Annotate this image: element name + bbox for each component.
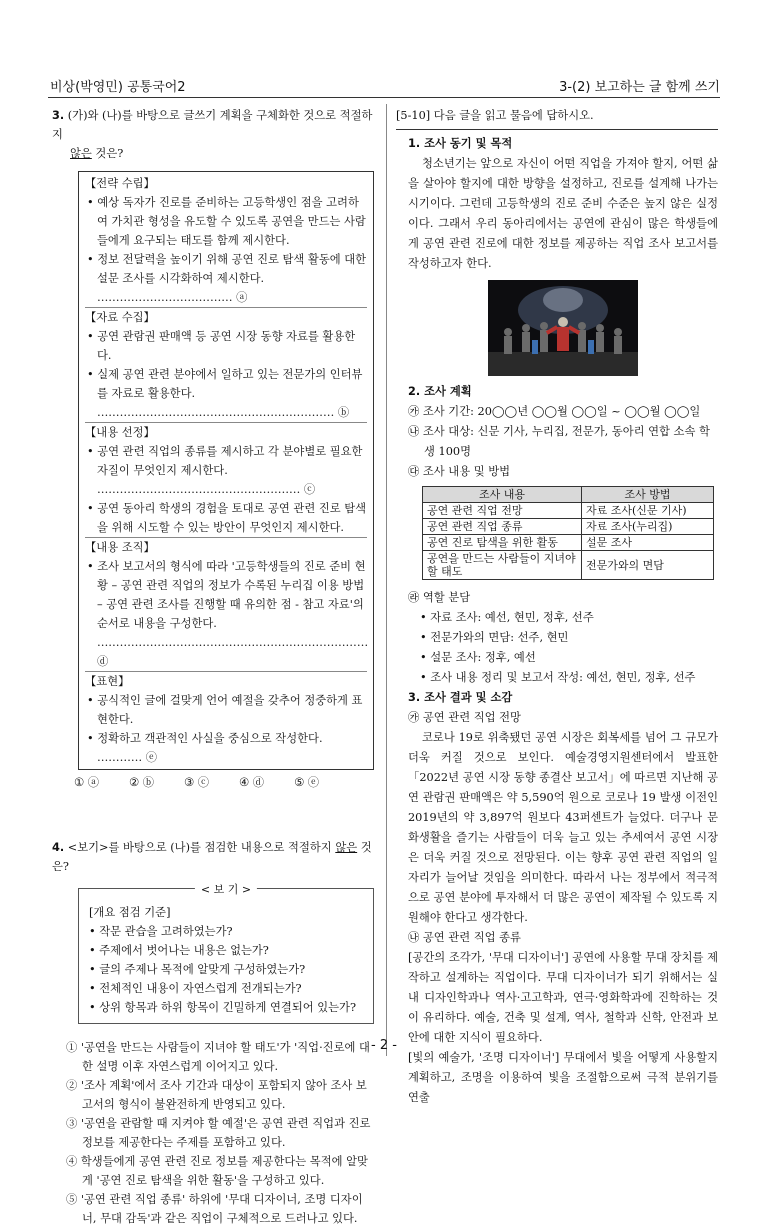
answer-option[interactable]: ④ 학생들에게 공연 관련 진로 정보를 제공한다는 목적에 알맞게 '공연 진로 탐색을 위한 활동'을 구성하고 있다. [66, 1155, 368, 1187]
subsection-title: ㉯ 공연 관련 직업 종류 [408, 931, 521, 944]
q3-choices [74, 774, 374, 792]
right-column [396, 106, 718, 1108]
passage-body [396, 134, 718, 1108]
table-cell: 설문 조사 [582, 535, 714, 551]
table-cell: 전문가와의 면담 [582, 551, 714, 580]
bogi-box [78, 883, 374, 1024]
page-number: - 2 - [371, 1038, 397, 1053]
role-item: • 자료 조사: 예선, 현민, 정후, 선주 [420, 611, 594, 624]
plan-section [85, 307, 367, 422]
role-item: • 전문가와의 면담: 선주, 현민 [420, 631, 569, 644]
plan-section [85, 671, 367, 767]
answer-choice[interactable]: ③ ⓒ [184, 776, 210, 789]
q3-stem-underline: 않은 [70, 147, 92, 160]
writing-plan-box [78, 171, 374, 770]
table-header-row [423, 487, 714, 503]
plan-bullet: • 공연 관람권 판매액 등 공연 시장 동향 자료를 활용한다. [87, 330, 356, 362]
stage-image [488, 280, 638, 376]
table-cell: 자료 조사(신문 기사) [582, 503, 714, 519]
plan-section [85, 422, 367, 537]
section-3-paragraph: [공간의 조각가, '무대 디자이너'] 공연에 사용할 무대 장치를 제작하고 설계하는 직업이다. 무대 디자이너가 되기 위해서는 실내 디자인학과나 역사·고고학과, 연극·영화학과에 진학하는 것이 유리하다. 예술, 건축 및 설계, 역사, 철학과 신학, 안전과 보안에 대한 지식이 필요하다. [408, 951, 718, 1044]
answer-option[interactable]: ③ '공연을 관람할 때 지켜야 할 예절'은 공연 관련 직업과 진로 정보를 제공한다는 주제를 포함하고 있다. [66, 1117, 371, 1149]
q4-number: 4. [52, 841, 65, 854]
section-3-paragraph: 코로나 19로 위축됐던 공연 시장은 회복세를 넘어 그 규모가 더욱 커질 것으로 보인다. 예술경영지원센터에서 발표한 「2022년 공연 시장 동향 종결산 보고서」에 따르면 지난해 공연 관람권 판매액은 약 5,590억 원으로 코로나 19 발생 이전인 2019년의 약 3,897억 원보다 43퍼센트가 늘었다. 더구나 문화생활을 즐기는 사람들이 더욱 늘고 있는 추세여서 공연 시장은 더욱 커질 것으로 전망된다. 이는 향후 공연 관련 직업의 일자리가 늘어날 것임을 의미한다. 따라서 나는 정부에서 적극적으로 공연 분야에 투자해서 더 많은 공연이 제작될 수 있도록 지원해야 한다고 생각한다. [408, 731, 718, 924]
left-column [52, 106, 374, 1228]
passage-intro: [5-10] 다음 글을 읽고 물음에 답하시오. [396, 109, 594, 122]
survey-table [422, 486, 714, 580]
plan-section [85, 174, 367, 307]
plan-bullet: • 실제 공연 관련 분야에서 일하고 있는 전문가의 인터뷰를 자료로 활용한다. ……………………………………………………… ⓑ [87, 368, 363, 419]
plan-bullet: • 조사 보고서의 형식에 따라 '고등학생들의 진로 준비 현황 – 공연 관련 직업의 정보가 수록된 누리집 이용 방법 – 공연 관련 조사를 진행할 때 유의한 점 - 참고 자료'의 순서로 내용을 구성한다. ……………………………………………………………… ⓓ [87, 560, 369, 668]
criteria-item: • 글의 주제나 목적에 알맞게 구성하였는가? [89, 963, 306, 976]
answer-choice[interactable]: ① ⓐ [74, 776, 100, 789]
section-1-title: 1. 조사 동기 및 목적 [408, 137, 513, 150]
question-4 [52, 838, 374, 1228]
criteria-item: • 주제에서 벗어나는 내용은 없는가? [89, 944, 269, 957]
answer-option[interactable]: ② '조사 계획'에서 조사 기간과 대상이 포함되지 않아 조사 보고서의 형식이 불완전하게 반영되고 있다. [66, 1079, 367, 1111]
subsection-title: ㉮ 공연 관련 직업 전망 [408, 711, 521, 724]
bogi-label: < 보 기 > [195, 881, 257, 897]
table-row [423, 503, 714, 519]
plan-item: ㉯ 조사 대상: 신문 기사, 누리집, 전문가, 동아리 연합 소속 학생 100명 [408, 425, 710, 458]
answer-option[interactable]: ⑤ '공연 관련 직업 종류' 하위에 '무대 디자이너, 조명 디자이너, 무대 감독'과 같은 직업이 구체적으로 드러나고 있다. [66, 1193, 363, 1225]
answer-option[interactable]: ① '공연을 만드는 사람들이 지녀야 할 태도'가 '직업·진로에 대한 설명 이후 자연스럽게 이어지고 있다. [66, 1041, 370, 1073]
table-cell: 공연 관련 직업 종류 [423, 519, 582, 535]
header-right: 3-(2) 보고하는 글 함께 쓰기 [559, 80, 720, 95]
criteria-title: [개요 점검 기준] [89, 906, 171, 919]
section-2-title: 2. 조사 계획 [408, 385, 472, 398]
role-title: ㉱ 역할 분담 [408, 591, 471, 604]
q4-stem-rest: 것은? [52, 841, 372, 873]
q3-number: 3. [52, 109, 65, 122]
answer-choice[interactable]: ⑤ ⓔ [294, 776, 320, 789]
answer-choice[interactable]: ④ ⓓ [239, 776, 265, 789]
section-3-paragraph: [빛의 예술가, '조명 디자이너'] 무대에서 빛을 어떻게 사용할지 계획하고, 조명을 이용하여 빛을 조절함으로써 극적 분위기를 연출 [408, 1051, 718, 1104]
plan-bullet: • 공식적인 글에 걸맞게 언어 예절을 갖추어 정중하게 표현한다. [87, 694, 363, 726]
table-header: 조사 방법 [582, 487, 714, 503]
role-item: • 설문 조사: 정후, 예선 [420, 651, 536, 664]
table-cell: 공연을 만드는 사람들이 지녀야 할 태도 [423, 551, 582, 580]
plan-bullet: • 공연 동아리 학생의 경험을 토대로 공연 관련 진로 탐색을 위해 시도할 수 있는 방안이 무엇인지 제시한다. [87, 502, 367, 534]
answer-choice[interactable]: ② ⓑ [129, 776, 155, 789]
q4-stem-underline: 않은 [335, 841, 358, 854]
plan-section-title: 【전략 수립】 [85, 177, 155, 190]
plan-section-title: 【내용 조직】 [85, 541, 155, 554]
table-header: 조사 내용 [423, 487, 582, 503]
section-3-title: 3. 조사 결과 및 소감 [408, 691, 513, 704]
q3-stem-rest: 것은? [91, 147, 124, 160]
plan-item: ㉮ 조사 기간: 20◯◯년 ◯◯월 ◯◯일 ~ ◯◯월 ◯◯일 [408, 405, 701, 418]
plan-section-title: 【내용 선정】 [85, 426, 155, 439]
role-item: • 조사 내용 정리 및 보고서 작성: 예선, 현민, 정후, 선주 [420, 671, 696, 684]
q4-stem: <보기>를 바탕으로 (나)를 점검한 내용으로 적절하지 [67, 841, 336, 854]
criteria-item: • 전체적인 내용이 자연스럽게 전개되는가? [89, 982, 302, 995]
table-cell: 자료 조사(누리집) [582, 519, 714, 535]
q4-options [52, 1038, 374, 1228]
plan-bullet: • 정보 전달력을 높이기 위해 공연 진로 탐색 활동에 대한 설문 조사를 시각화하여 제시한다. ……………………………… ⓐ [87, 253, 367, 304]
plan-bullet: • 예상 독자가 진로를 준비하는 고등학생인 점을 고려하여 가치관 형성을 유도할 수 있도록 공연을 만드는 사람들에게 요구되는 태도를 함께 제시한다. [87, 196, 366, 247]
section-1-text: 청소년기는 앞으로 자신이 어떤 직업을 가져야 할지, 어떤 삶을 살아야 할지에 대한 방향을 설정하고, 진로를 설계해 나가는 시기이다. 그런데 고등학생의 진로 준비 수준은 높지 않은 실정이다. 그래서 우리 동아리에서는 공연에 관심이 많은 학생들에게 공연 관련 진로에 대한 정보를 제공하는 직업 조사 보고서를 작성하고자 한다. [408, 157, 718, 270]
table-cell: 공연 관련 직업 전망 [423, 503, 582, 519]
header-rule [48, 97, 720, 98]
q3-stem: (가)와 (나)를 바탕으로 글쓰기 계획을 구체화한 것으로 적절하지 [52, 109, 373, 141]
performance-photo [488, 280, 638, 376]
intro-rule [396, 129, 718, 130]
plan-item: ㉰ 조사 내용 및 방법 [408, 465, 511, 478]
criteria-item: • 상위 항목과 하위 항목이 긴밀하게 연결되어 있는가? [89, 1001, 357, 1014]
criteria-item: • 작문 관습을 고려하였는가? [89, 925, 233, 938]
question-3 [52, 106, 374, 792]
plan-section-title: 【자료 수집】 [85, 311, 155, 324]
header-left: 비상(박영민) 공통국어2 [50, 80, 186, 95]
plan-section-title: 【표현】 [85, 675, 130, 688]
table-row [423, 535, 714, 551]
plan-section [85, 537, 367, 671]
table-cell: 공연 진로 탐색을 위한 활동 [423, 535, 582, 551]
table-row [423, 519, 714, 535]
plan-bullet: • 공연 관련 직업의 종류를 제시하고 각 분야별로 필요한 자질이 무엇인지 제시한다. ……………………………………………… ⓒ [87, 445, 363, 496]
column-divider [386, 104, 387, 1056]
plan-bullet: • 정확하고 객관적인 사실을 중심으로 작성한다. ………… ⓔ [87, 732, 323, 764]
table-row [423, 551, 714, 580]
